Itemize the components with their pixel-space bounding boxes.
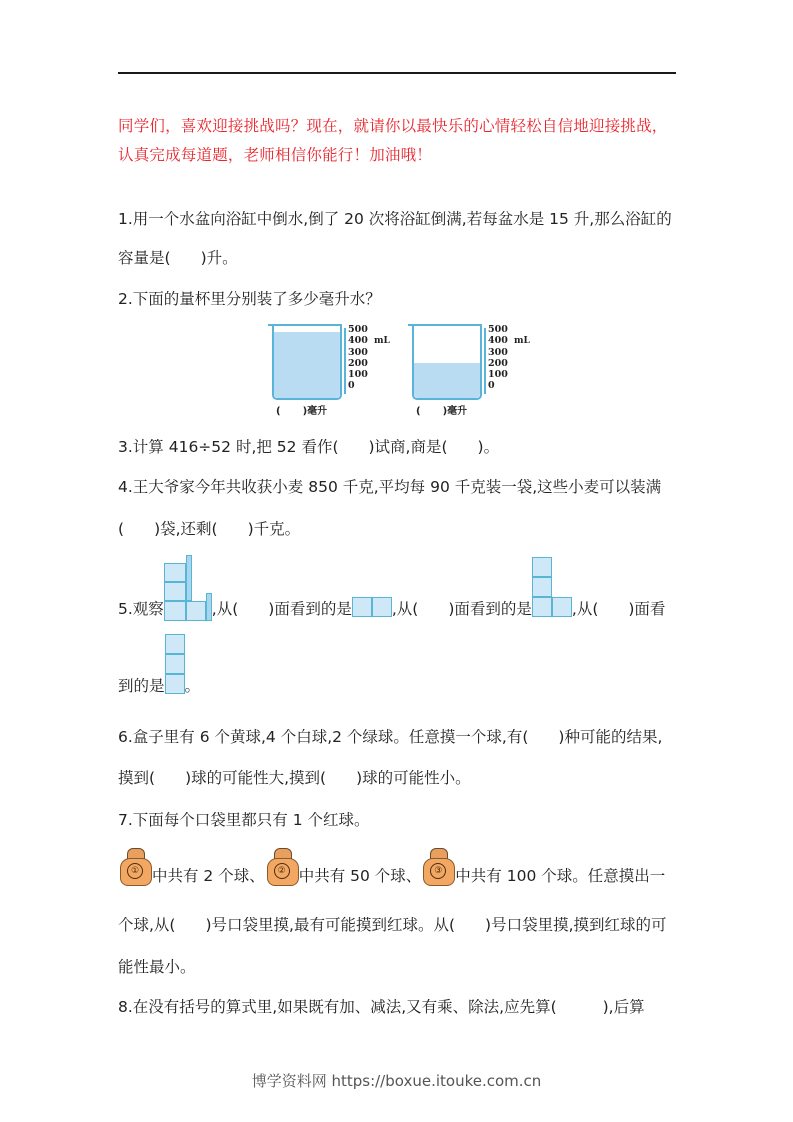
beaker-caption: ( )毫升 — [416, 406, 468, 417]
question-7-line-1: ① 中共有 2 个球、 ② 中共有 50 个球、 ③ 中共有 100 个球。任意摸出一 — [118, 840, 665, 886]
question-4-line-2: ( )袋,还剩( )千克。 — [118, 520, 301, 538]
beaker-cup — [412, 326, 482, 400]
view-two-squares — [352, 597, 392, 617]
question-7-line-3: 能性最小。 — [118, 958, 196, 976]
water-level — [274, 332, 340, 398]
question-8: 8.在没有括号的算式里,如果既有加、减法,又有乘、除法,应先算( ),后算 — [118, 998, 645, 1016]
question-1-line-1: 1.用一个水盆向浴缸中倒水,倒了 20 次将浴缸倒满,若每盆水是 15 升,那么浴缸的 — [118, 210, 672, 228]
question-7-line-2: 个球,从( )号口袋里摸,最有可能摸到红球。从( )号口袋里摸,摸到红球的可 — [118, 916, 667, 934]
question-5-line-1: 5.观察 ,从( )面看到的是 ,从( )面看到的是 ,从( )面看 — [118, 551, 665, 621]
question-7-title: 7.下面每个口袋里都只有 1 个红球。 — [118, 811, 370, 829]
beaker-cup — [272, 326, 342, 400]
footer-watermark: 博学资料网 https://boxue.itouke.com.cn — [251, 1072, 542, 1090]
unit-label: mL — [374, 336, 390, 346]
bag-3-icon: ③ — [421, 846, 455, 886]
q1-text: )升。 — [200, 249, 238, 267]
question-4-line-1: 4.王大爷家今年共收获小麦 850 千克,平均每 90 千克装一袋,这些小麦可以装满 — [118, 478, 662, 496]
view-column — [165, 634, 185, 694]
scale-labels: 500 400 300 200 100 0 — [488, 324, 508, 392]
question-3: 3.计算 416÷52 时,把 52 看作( )试商,商是( )。 — [118, 438, 500, 456]
beaker-2 — [408, 322, 528, 416]
question-5-line-2: 到的是 。 — [118, 636, 200, 698]
unit-label: mL — [514, 336, 530, 346]
question-6-line-1: 6.盒子里有 6 个黄球,4 个白球,2 个绿球。任意摸一个球,有( )种可能的结果, — [118, 728, 663, 746]
intro-message — [118, 112, 688, 170]
question-2: 2.下面的量杯里分别装了多少毫升水？ — [118, 290, 381, 308]
cube-stack-3d-figure — [164, 555, 212, 621]
scale-labels: 500 400 300 200 100 0 — [348, 324, 368, 392]
question-1-line-2 — [118, 246, 238, 268]
beaker-1 — [268, 322, 388, 416]
header-rule — [118, 72, 676, 74]
intro-line-1: 同学们，喜欢迎接挑战吗？现在，就请你以最快乐的心情轻松自信地迎接挑战， — [118, 117, 668, 135]
bag-2-icon: ② — [265, 846, 299, 886]
view-l-shape — [532, 557, 572, 617]
beaker-scale — [484, 328, 486, 394]
beaker-scale — [344, 328, 346, 394]
water-level — [414, 363, 480, 398]
question-6-line-2: 摸到( )球的可能性大,摸到( )球的可能性小。 — [118, 769, 471, 787]
bag-1-icon: ① — [118, 846, 152, 886]
beakers-figure — [268, 322, 538, 416]
q1-text: 容量是( — [118, 249, 171, 267]
intro-line-2: 认真完成每道题，老师相信你能行！加油哦！ — [118, 146, 433, 164]
beaker-caption: ( )毫升 — [276, 406, 328, 417]
